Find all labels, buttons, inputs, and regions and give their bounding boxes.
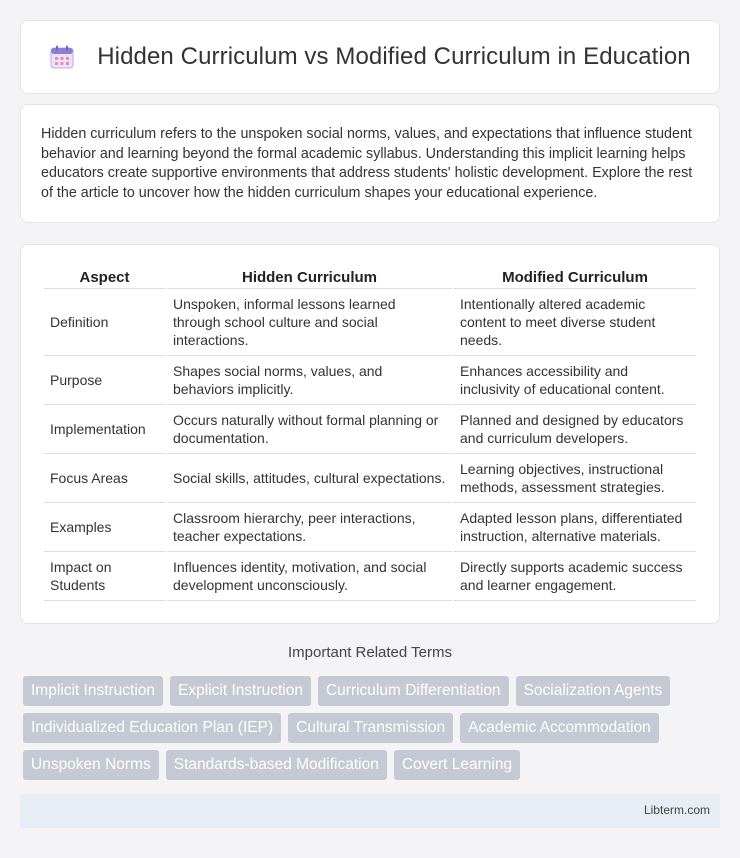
row-aspect: Impact on Students (44, 552, 165, 601)
row-modified-value: Intentionally altered academic content to meet diverse student needs. (454, 289, 696, 356)
row-modified-value: Adapted lesson plans, differentiated instruction, alternative materials. (454, 503, 696, 552)
row-hidden-value: Social skills, attitudes, cultural expectations. (167, 454, 452, 503)
table-row (44, 454, 696, 503)
related-term-tag[interactable]: Individualized Education Plan (IEP) (23, 713, 281, 743)
related-term-tag[interactable]: Cultural Transmission (288, 713, 453, 743)
row-aspect: Implementation (44, 405, 165, 454)
row-aspect: Definition (44, 289, 165, 356)
related-term-tag[interactable]: Standards-based Modification (166, 750, 387, 780)
row-hidden-value: Influences identity, motivation, and social development unconsciously. (167, 552, 452, 601)
row-hidden-value: Occurs naturally without formal planning or documentation. (167, 405, 452, 454)
related-terms-tags (23, 676, 723, 780)
row-aspect: Focus Areas (44, 454, 165, 503)
related-term-tag[interactable]: Curriculum Differentiation (318, 676, 509, 706)
row-modified-value: Enhances accessibility and inclusivity of educational content. (454, 356, 696, 405)
footer (20, 794, 720, 828)
column-header-aspect: Aspect (44, 265, 165, 289)
row-modified-value: Learning objectives, instructional methods, assessment strategies. (454, 454, 696, 503)
related-term-tag[interactable]: Unspoken Norms (23, 750, 159, 780)
row-modified-value: Planned and designed by educators and curriculum developers. (454, 405, 696, 454)
related-term-tag[interactable]: Implicit Instruction (23, 676, 163, 706)
table-header-row (44, 265, 696, 289)
row-hidden-value: Unspoken, informal lessons learned through school culture and social interactions. (167, 289, 452, 356)
intro-text: Hidden curriculum refers to the unspoken social norms, values, and expectations that influence student behavior and learning beyond the formal academic syllabus. Understanding this implicit learning helps educators create supportive environments that address students' holistic development. Explore the rest of the article to uncover how the hidden curriculum shapes your educational experience. (41, 126, 693, 201)
column-header-modified: Modified Curriculum (454, 265, 696, 289)
header-card (20, 20, 720, 94)
related-term-tag[interactable]: Explicit Instruction (170, 676, 311, 706)
row-aspect: Purpose (44, 356, 165, 405)
page-title: Hidden Curriculum vs Modified Curriculum in Education (97, 43, 691, 70)
comparison-table (42, 265, 698, 601)
row-hidden-value: Shapes social norms, values, and behaviors implicitly. (167, 356, 452, 405)
table-row (44, 356, 696, 405)
related-term-tag[interactable]: Academic Accommodation (460, 713, 659, 743)
footer-brand-link[interactable]: Libterm.com (643, 803, 710, 817)
table-row (44, 503, 696, 552)
intro-card (20, 104, 720, 223)
calendar-icon (49, 44, 75, 70)
table-row (44, 289, 696, 356)
related-term-tag[interactable]: Covert Learning (394, 750, 520, 780)
row-aspect: Examples (44, 503, 165, 552)
table-row (44, 405, 696, 454)
row-modified-value: Directly supports academic success and learner engagement. (454, 552, 696, 601)
column-header-hidden: Hidden Curriculum (167, 265, 452, 289)
related-terms-title: Important Related Terms (288, 644, 452, 661)
row-hidden-value: Classroom hierarchy, peer interactions, teacher expectations. (167, 503, 452, 552)
related-term-tag[interactable]: Socialization Agents (516, 676, 671, 706)
comparison-table-card (20, 244, 720, 624)
table-row (44, 552, 696, 601)
